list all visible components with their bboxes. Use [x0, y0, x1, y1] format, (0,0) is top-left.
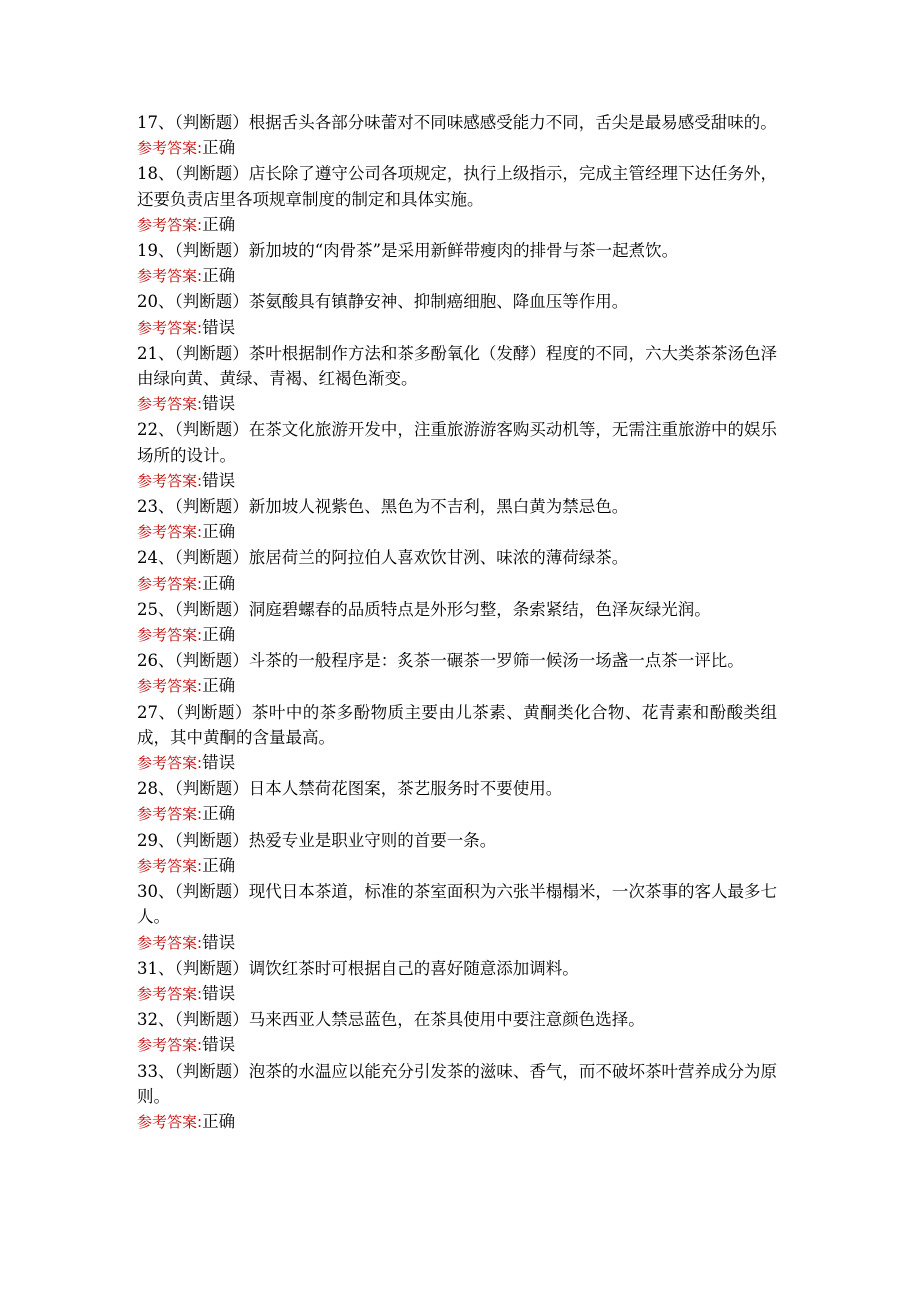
answer-line: [137, 212, 777, 238]
question-item: [137, 289, 777, 340]
answer-label: 参考答案:: [137, 267, 203, 286]
question-text: 19、（判断题）新加坡的“肉骨茶”是采用新鲜带瘦肉的排骨与茶一起煮饮。: [137, 241, 679, 261]
answer-line: [137, 571, 777, 597]
answer-line: [137, 135, 777, 161]
answer-line: [137, 801, 777, 827]
question-item: [137, 776, 777, 827]
answer-label: 参考答案:: [137, 677, 203, 696]
question-item: [137, 341, 777, 418]
answer-label: 参考答案:: [137, 523, 203, 542]
question-text: 32、（判断题）马来西亚人禁忌蓝色，在茶具使用中要注意颜色选择。: [137, 1010, 645, 1030]
question-text: 31、（判断题）调饮红茶时可根据自己的喜好随意添加调料。: [137, 958, 579, 978]
question-item: [137, 1059, 777, 1136]
question-text: 29、（判断题）热爱专业是职业守则的首要一条。: [137, 830, 497, 850]
answer-value: 错误: [202, 753, 236, 773]
answer-label: 参考答案:: [137, 139, 203, 158]
question-item: [137, 956, 777, 1007]
answer-value: 错误: [202, 317, 236, 337]
question-item: [137, 494, 777, 545]
answer-line: [137, 1032, 777, 1058]
answer-value: 正确: [202, 138, 236, 158]
answer-label: 参考答案:: [137, 856, 203, 875]
question-text: 25、（判断题）洞庭碧螺春的品质特点是外形匀整，条索紧结，色泽灰绿光润。: [137, 599, 711, 619]
question-item: [137, 545, 777, 596]
answer-label: 参考答案:: [137, 395, 203, 414]
answer-value: 正确: [202, 855, 236, 875]
answer-line: [137, 981, 777, 1007]
answer-label: 参考答案:: [137, 754, 203, 773]
question-text: 23、（判断题）新加坡人视紫色、黑色为不吉利，黑白黄为禁忌色。: [137, 497, 629, 517]
answer-value: 错误: [202, 470, 236, 490]
answer-value: 错误: [202, 932, 236, 952]
document-page: [137, 110, 777, 1135]
answer-label: 参考答案:: [137, 574, 203, 593]
question-text: 21、（判断题）茶叶根据制作方法和茶多酚氧化（发酵）程度的不同，六大类茶茶汤色泽由绿向黄、黄绿、青褐、红褐色渐变。: [137, 343, 777, 389]
question-text: 22、（判断题）在茶文化旅游开发中，注重旅游游客购买动机等，无需注重旅游中的娱乐场所的设计。: [137, 420, 777, 465]
answer-value: 错误: [202, 1035, 236, 1055]
answer-label: 参考答案:: [137, 984, 203, 1003]
answer-label: 参考答案:: [137, 215, 203, 234]
answer-line: [137, 468, 777, 494]
answer-label: 参考答案:: [137, 318, 203, 337]
question-item: [137, 238, 777, 289]
question-text: 28、（判断题）日本人禁荷花图案，茶艺服务时不要使用。: [137, 779, 563, 799]
question-text: 33、（判断题）泡茶的水温应以能充分引发茶的滋味、香气，而不破坏茶叶营养成分为原则。: [137, 1061, 777, 1106]
answer-value: 错误: [202, 394, 236, 414]
answer-line: [137, 391, 777, 417]
answer-line: [137, 315, 777, 341]
question-item: [137, 417, 777, 494]
answer-label: 参考答案:: [137, 626, 203, 645]
answer-line: [137, 673, 777, 699]
answer-line: [137, 263, 777, 289]
answer-line: [137, 750, 777, 776]
answer-value: 错误: [202, 983, 236, 1003]
question-text: 18、（判断题）店长除了遵守公司各项规定，执行上级指示，完成主管经理下达任务外，还要负责店里各项规章制度的制定和具体实施。: [137, 164, 777, 209]
question-item: [137, 700, 777, 777]
question-item: [137, 110, 777, 161]
answer-value: 正确: [202, 804, 236, 824]
question-text: 30、（判断题）现代日本茶道，标准的茶室面积为六张半榻榻米，一次茶事的客人最多七人。: [137, 882, 777, 927]
answer-value: 正确: [202, 214, 236, 234]
answer-value: 正确: [202, 1111, 236, 1131]
answer-label: 参考答案:: [137, 933, 203, 952]
answer-value: 正确: [202, 676, 236, 696]
answer-line: [137, 622, 777, 648]
answer-line: [137, 930, 777, 956]
question-text: 24、（判断题）旅居荷兰的阿拉伯人喜欢饮甘洌、味浓的薄荷绿茶。: [137, 548, 629, 568]
question-text: 26、（判断题）斗茶的一般程序是：炙茶一碾茶一罗筛一候汤一场盏一点茶一评比。: [137, 651, 744, 671]
answer-line: [137, 519, 777, 545]
answer-label: 参考答案:: [137, 1112, 203, 1131]
answer-line: [137, 853, 777, 879]
question-item: [137, 648, 777, 699]
question-text: 17、（判断题）根据舌头各部分味蕾对不同味感感受能力不同，舌尖是最易感受甜味的。: [137, 113, 777, 132]
question-item: [137, 161, 777, 238]
question-item: [137, 879, 777, 956]
answer-label: 参考答案:: [137, 1036, 203, 1055]
answer-label: 参考答案:: [137, 471, 203, 490]
answer-value: 正确: [202, 522, 236, 542]
answer-label: 参考答案:: [137, 805, 203, 824]
question-item: [137, 597, 777, 648]
question-text: 20、（判断题）茶氨酸具有镇静安神、抑制癌细胞、降血压等作用。: [137, 292, 629, 312]
question-item: [137, 828, 777, 879]
answer-value: 正确: [202, 573, 236, 593]
question-item: [137, 1007, 777, 1058]
answer-value: 正确: [202, 266, 236, 286]
answer-line: [137, 1109, 777, 1135]
answer-value: 正确: [202, 625, 236, 645]
question-text: 27、（判断题）茶叶中的茶多酚物质主要由儿茶素、黄酮类化合物、花青素和酚酸类组成，其中黄酮的含量最高。: [137, 702, 777, 747]
